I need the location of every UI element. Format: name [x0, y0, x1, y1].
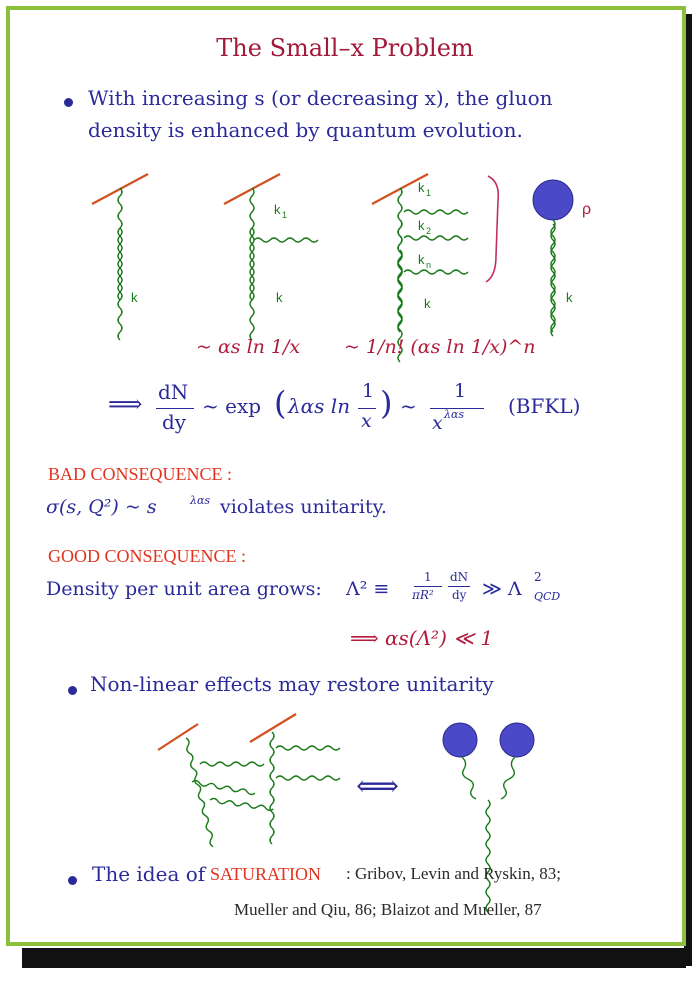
bullet1-line2: density is enhanced by quantum evolution. [88, 118, 523, 142]
k1-label: k [274, 202, 281, 217]
good-formula: Density per unit area grows: Λ² ≡ 1 πR² dN dy ≫ Λ 2 QCD [46, 570, 561, 603]
svg-text:1: 1 [426, 188, 432, 198]
k1-ladder-label: k [418, 180, 425, 195]
eq-resummed: ~ 1/n! (αs ln 1/x)^n [344, 336, 536, 358]
source-blob-right [500, 723, 534, 757]
slide-title: The Small–x Problem [216, 34, 474, 62]
kn-ladder-label: k [418, 252, 425, 267]
svg-text:1: 1 [282, 210, 288, 220]
bullet-dot-3 [68, 876, 77, 885]
k-label-4: k [566, 290, 573, 305]
bullet1-line1: With increasing s (or decreasing x), the gluon [88, 86, 553, 110]
svg-text:n: n [426, 260, 432, 270]
svg-text:⟺: ⟺ [356, 769, 400, 804]
k-label-1: k [131, 290, 138, 305]
k-label-3: k [424, 296, 431, 311]
good-heading: GOOD CONSEQUENCE : [48, 546, 246, 566]
bad-formula: σ(s, Q²) ~ s λαs violates unitarity. [46, 494, 387, 518]
k2-ladder-label: k [418, 218, 425, 233]
svg-text:2: 2 [426, 226, 432, 236]
bullet3-line1: The idea of SATURATION : Gribov, Levin and Ryskin, 83; [92, 862, 561, 886]
k-label-2: k [276, 290, 283, 305]
eq-first-order: ~ αs ln 1/x [196, 336, 301, 358]
source-blob-left [443, 723, 477, 757]
good-implies: ⟹ αs(Λ²) ≪ 1 [350, 626, 494, 650]
bad-heading: BAD CONSEQUENCE : [48, 464, 233, 484]
equivalence-arrow [356, 769, 399, 804]
fan-diagram [158, 714, 340, 847]
bfkl-equation: ⟹ dN dy ~ exp ( λαs ln 1 x ) ~ 1 x λαs (BFKL) [108, 380, 581, 434]
bullet3-line2: Mueller and Qiu, 86; Blaizot and Mueller, 87 [234, 900, 542, 919]
bullet2-text: Non-linear effects may restore unitarity [90, 672, 494, 696]
rho-label: ρ [582, 201, 592, 218]
